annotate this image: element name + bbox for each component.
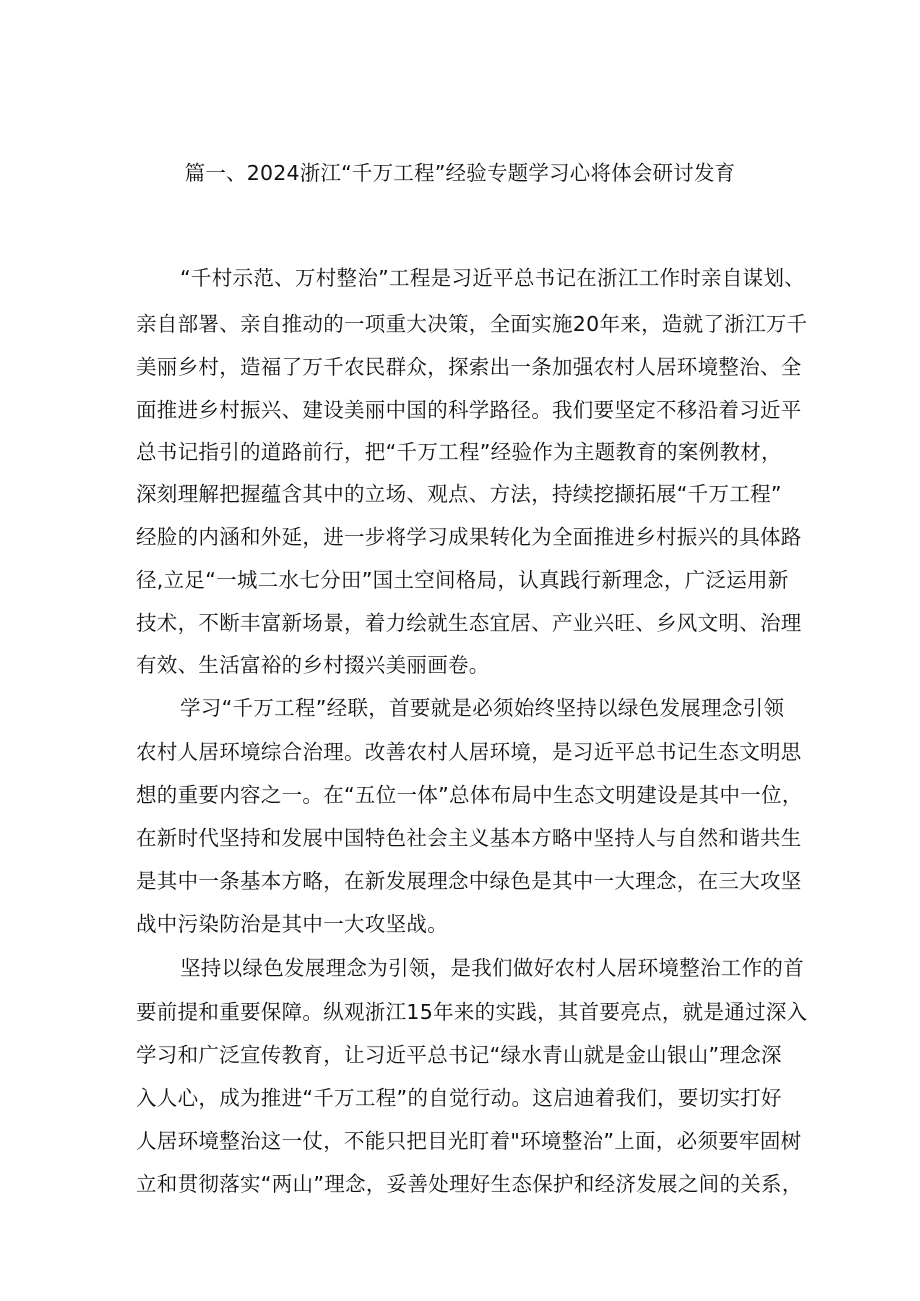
paragraph-line: 农村人居环境综合治理。改善农村人居环境，是习近平总书记生态文明思 [136, 740, 802, 764]
paragraph-line: 学习和广泛宣传教育，让习近平总书记“绿水青山就是金山银山”理念深 [136, 1043, 782, 1067]
paragraph-line: 有效、生活富裕的乡村掇兴美丽画卷。 [136, 653, 490, 677]
paragraph-line: 深刻理解把握蕴含其中的立场、观点、方法，持续挖撷拓展“千万工程” [136, 482, 782, 506]
paragraph-line: 技术，不断丰富新场景，着力绘就生态宜居、产业兴旺、乡风文明、治理 [136, 611, 802, 635]
paragraph-line: “千村示范、万村整治”工程是习近平总书记在浙江工作时亲自谋划、 [180, 266, 806, 290]
paragraph-line: 在新时代坚持和发展中国特色社会主义基本方略中坚持人与自然和谐共生 [136, 826, 802, 850]
paragraph-line: 人居环境整治这一仗，不能只把目光盯着"环境整治”上面，必须要牢固树 [136, 1129, 802, 1153]
paragraph-line: 想的重要内容之一。在“五位一体”总体布局中生态文明建设是其中一位， [136, 783, 803, 807]
paragraph-line: 要前提和重要保障。纵观浙江15年来的实践，其首要亮点，就是通过深入 [136, 1000, 808, 1024]
paragraph-line: 入人心，成为推进“千万工程”的自觉行动。这启迪着我们，要切实打好 [136, 1086, 782, 1110]
paragraph-line: 径,立足“一城二水七分田”国土空间格局，认真践行新理念，广泛运用新 [136, 568, 789, 592]
paragraph-line: 战中污染防治是其中一大攻坚战。 [136, 912, 448, 936]
paragraph-line: 面推进乡村振兴、建设美丽中国的科学路径。我们要坚定不移沿着习近平 [136, 398, 802, 422]
paragraph-line: 亲自部署、亲自推动的一项重大决策，全面实施20年来，造就了浙江万千 [136, 312, 808, 336]
paragraph-line: 经脸的内涵和外延，进一步将学习成果转化为全面推进乡村振兴的具体路 [136, 525, 802, 549]
paragraph-line: 是其中一条基本方略，在新发展理念中绿色是其中一大理念，在三大攻坚 [136, 869, 802, 893]
paragraph-line: 美丽乡村，造福了万千农民群众，探索出一条加强农村人居环境整治、全 [136, 355, 802, 379]
paragraph-line: 学习“千万工程”经联，首要就是必须始终坚持以绿色发展理念引领 [180, 696, 785, 720]
paragraph-line: 坚持以绿色发展理念为引领，是我们做好农村人居环境整治工作的首 [180, 956, 804, 980]
paragraph-line: 立和贯彻落实“两山”理念，妥善处理好生态保护和经济发展之间的关系， [136, 1172, 803, 1196]
document-title: 篇一、2024浙江“千万工程”经验专题学习心将体会研讨发育 [184, 161, 736, 185]
paragraph-line: 总书记指引的道路前行，把“千万工程”经验作为主题教育的案例教材， [136, 440, 782, 464]
